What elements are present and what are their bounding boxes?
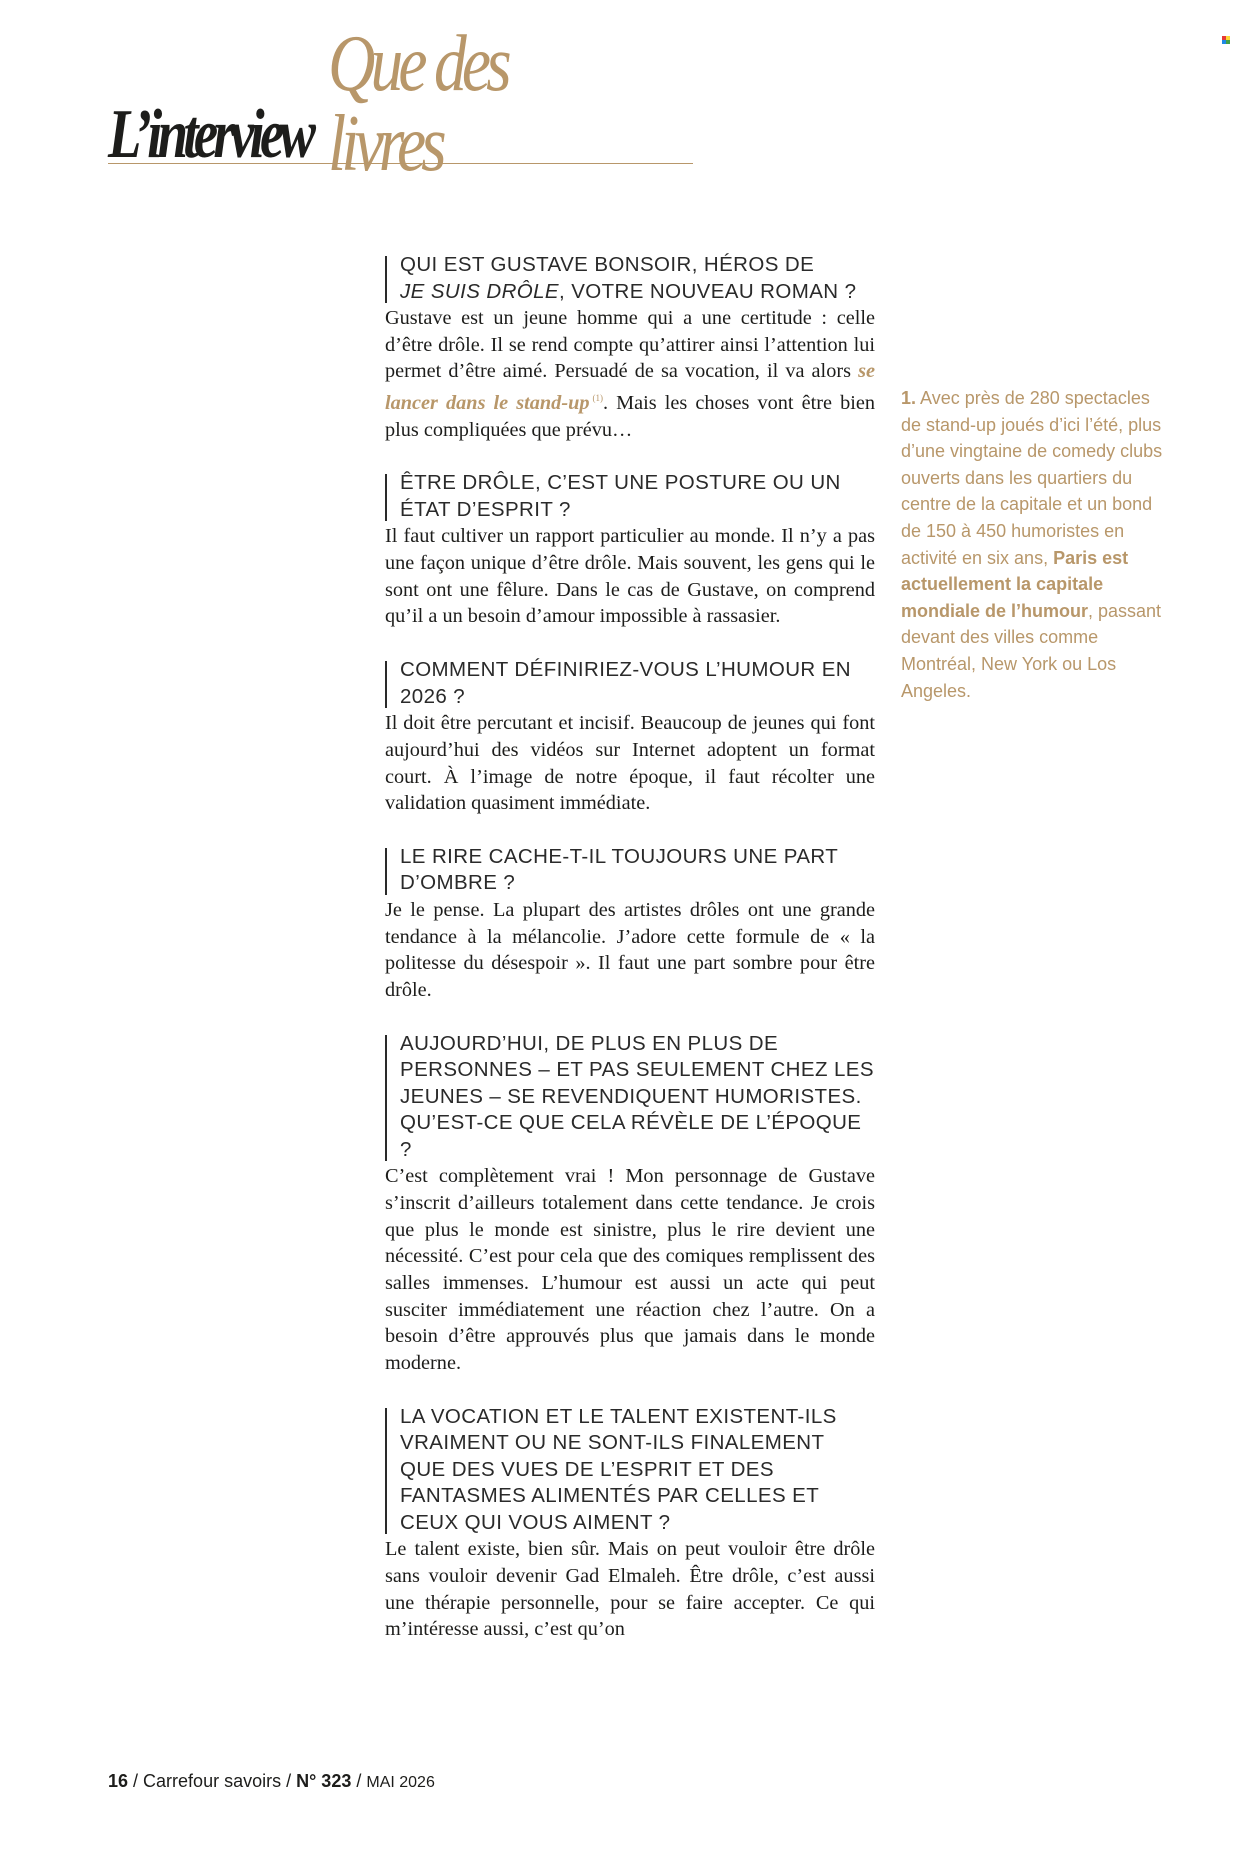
sidenote <box>901 385 1163 704</box>
issue-number: N° 323 <box>296 1771 352 1791</box>
answer: Je le pense. La plupart des artistes drôles ont une grande tendance à la mélancolie. J’adore cette formule de « la politesse du désespoir ». Il faut une part sombre pour être drôle. <box>385 898 875 1002</box>
answer <box>385 305 875 443</box>
question-text: COMMENT DÉFINIRIEZ-VOUS L’HUMOUR EN 2026 ? <box>400 658 851 708</box>
question <box>385 844 875 897</box>
question-bar <box>385 256 387 303</box>
corner-mark <box>1222 36 1230 44</box>
question-bar <box>385 1035 387 1162</box>
page-footer <box>108 1771 435 1792</box>
question <box>385 1404 875 1537</box>
question <box>385 657 875 710</box>
interview-article <box>385 252 875 1670</box>
qa-block <box>385 470 875 630</box>
question <box>385 1031 875 1164</box>
question-text: LE RIRE CACHE-T-IL TOUJOURS UNE PART D’OMBRE ? <box>400 844 838 895</box>
answer: C’est complètement vrai ! Mon personnage de Gustave s’inscrit d’ailleurs totalement dans cette tendance. Je crois que plus le monde est sinistre, plus le rire devient une nécessité. C’est pour cela que des comiques remplissent des salles immenses. L’humour est aussi un acte qui peut susciter immédiatement une réaction chez l’autre. On a besoin d’être approuvés plus que jamais dans le monde moderne. <box>385 1165 875 1375</box>
qa-block <box>385 252 875 443</box>
footnote-number: 1. <box>901 388 917 408</box>
separator: / <box>133 1771 139 1791</box>
answer-text-end: . Mais les choses vont être bien plus compliquées que prévu… <box>385 391 875 441</box>
answer: Le talent existe, bien sûr. Mais on peut vouloir être drôle sans vouloir devenir Gad Elmaleh. Être drôle, c’est aussi une thérapie personnelle, pour se faire accepter. Ce qui m’intéresse aussi, c’est qu’on <box>385 1538 875 1641</box>
stand-up-link[interactable]: se lancer dans le stand-up <box>385 360 875 414</box>
footnote-ref[interactable]: (1) <box>592 393 603 404</box>
book-title: JE SUIS DRÔLE <box>400 279 559 303</box>
qa-block <box>385 657 875 817</box>
sidenote-highlight: Paris est actuellement la capitale mondiale de l’humour <box>901 547 1129 621</box>
question-bar <box>385 848 387 895</box>
question <box>385 252 875 305</box>
question-bar <box>385 661 387 708</box>
page-number: 16 <box>108 1771 129 1791</box>
subsection-title: Que des livres <box>328 20 507 188</box>
question-bar <box>385 1408 387 1535</box>
question <box>385 470 875 523</box>
answer-text: Gustave est un jeune homme qui a une certitude : celle d’être drôle. Il se rend compte qu’attirer ainsi l’attention lui permet d’être aimé. Persuadé de sa vocation, il va alors <box>385 307 875 383</box>
question-text: AUJOURD’HUI, DE PLUS EN PLUS DE PERSONNES – ET PAS SEULEMENT CHEZ LES JEUNES – SE REVENDIQUENT HUMORISTES. QU’EST-CE QUE CELA RÉVÈLE DE L’ÉPOQUE ? <box>400 1031 874 1161</box>
separator: / <box>356 1771 362 1791</box>
question-text: LA VOCATION ET LE TALENT EXISTENT-ILS VRAIMENT OU NE SONT-ILS FINALEMENT QUE DES VUES DE L’ESPRIT ET DES FANTASMES ALIMENTÉS PAR CELLES ET CEUX QUI VOUS AIMENT ? <box>400 1404 837 1534</box>
qa-block <box>385 844 875 1004</box>
sidenote-text-end: , passant devant des villes comme Montréal, New York ou Los Angeles. <box>901 600 1162 701</box>
section-title: L’interview <box>108 96 312 173</box>
question-text-end: , VOTRE NOUVEAU ROMAN ? <box>559 279 857 303</box>
section-header <box>108 20 693 188</box>
question-bar <box>385 474 387 521</box>
magazine-name: Carrefour savoirs <box>143 1771 282 1791</box>
separator: / <box>286 1771 292 1791</box>
sidenote-text: Avec près de 280 spectacles de stand-up joués d’ici l’été, plus d’une vingtaine de comedy clubs ouverts dans les quartiers du centre de la capitale et un bond de 150 à 450 humoristes en activité en six ans, <box>901 388 1163 568</box>
qa-block <box>385 1404 875 1643</box>
question-text: QUI EST GUSTAVE BONSOIR, HÉROS DE <box>400 253 815 276</box>
answer: Il doit être percutant et incisif. Beaucoup de jeunes qui font aujourd’hui des vidéos sur Internet adoptent un format court. À l’image de notre époque, il faut récolter une validation quasiment immédiate. <box>385 712 875 815</box>
issue-date: MAI 2026 <box>366 1774 435 1791</box>
answer: Il faut cultiver un rapport particulier au monde. Il n’y a pas une façon unique d’être drôle. Mais souvent, les gens qui le sont ont une fêlure. Dans le cas de Gustave, on comprend qu’il a un besoin d’amour impossible à rassasier. <box>385 525 875 628</box>
question-text: ÊTRE DRÔLE, C’EST UNE POSTURE OU UN ÉTAT D’ESPRIT ? <box>400 471 841 521</box>
qa-block <box>385 1031 875 1377</box>
